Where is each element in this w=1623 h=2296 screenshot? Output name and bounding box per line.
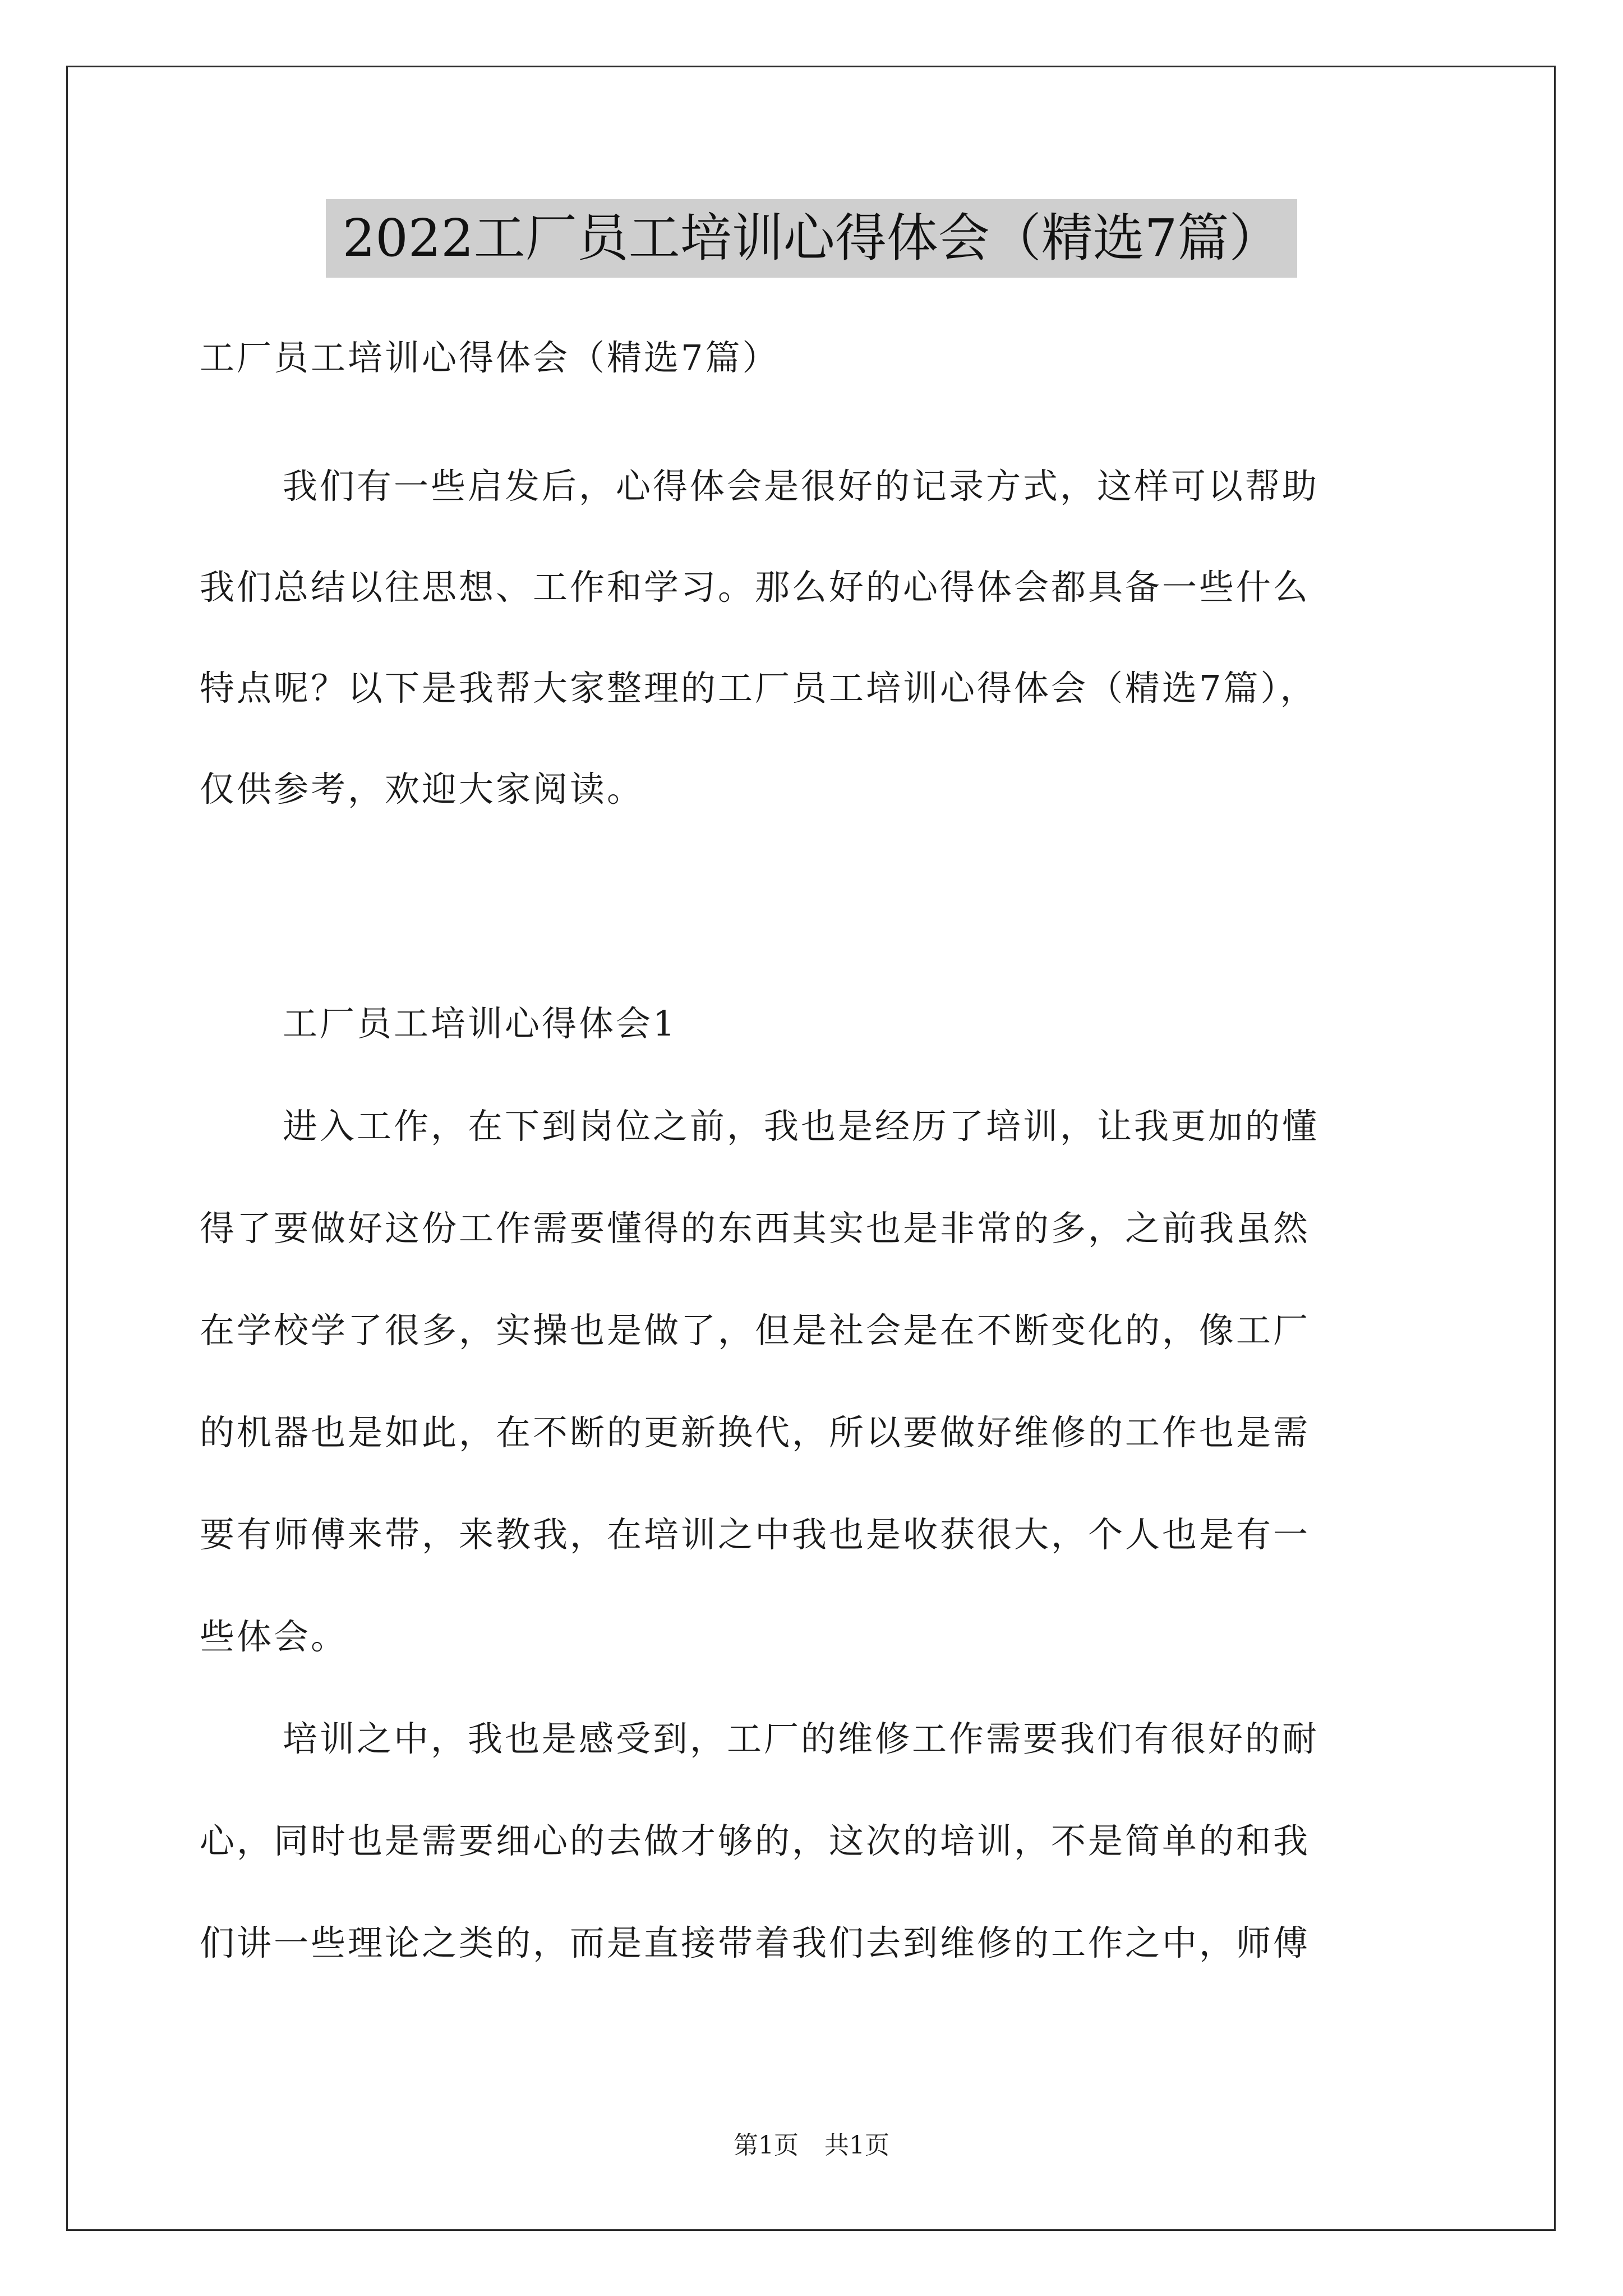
paragraph-line: 们讲一些理论之类的，而是直接带着我们去到维修的工作之中，师傅 bbox=[200, 1922, 1311, 1963]
paragraph-line: 在学校学了很多，实操也是做了，但是社会是在不断变化的，像工厂 bbox=[200, 1310, 1311, 1351]
page-number-current: 第1页 bbox=[734, 2131, 799, 2160]
intro-line: 特点呢？以下是我帮大家整理的工厂员工培训心得体会（精选7篇）， bbox=[200, 668, 1317, 708]
document-title: 2022工厂员工培训心得体会（精选7篇） bbox=[326, 199, 1298, 278]
paragraph-line: 得了要做好这份工作需要懂得的东西其实也是非常的多，之前我虽然 bbox=[200, 1208, 1311, 1249]
page-footer bbox=[0, 2129, 1623, 2162]
document-subtitle: 工厂员工培训心得体会（精选7篇） bbox=[200, 337, 780, 378]
intro-line: 我们总结以往思想、工作和学习。那么好的心得体会都具备一些什么 bbox=[200, 567, 1311, 608]
intro-line: 我们有一些启发后，心得体会是很好的记录方式，这样可以帮助 bbox=[283, 466, 1320, 507]
intro-line: 仅供参考，欢迎大家阅读。 bbox=[200, 769, 644, 809]
paragraph-line: 进入工作，在下到岗位之前，我也是经历了培训，让我更加的懂 bbox=[283, 1106, 1320, 1147]
section-heading: 工厂员工培训心得体会1 bbox=[283, 1003, 677, 1044]
page-number-total: 共1页 bbox=[824, 2131, 889, 2160]
paragraph-line: 心，同时也是需要细心的去做才够的，这次的培训，不是简单的和我 bbox=[200, 1820, 1311, 1861]
paragraph-line: 的机器也是如此，在不断的更新换代，所以要做好维修的工作也是需 bbox=[200, 1412, 1311, 1453]
paragraph-line: 培训之中，我也是感受到，工厂的维修工作需要我们有很好的耐 bbox=[283, 1718, 1320, 1759]
title-container bbox=[0, 199, 1623, 278]
paragraph-line: 些体会。 bbox=[200, 1616, 348, 1657]
paragraph-line: 要有师傅来带，来教我，在培训之中我也是收获很大，个人也是有一 bbox=[200, 1514, 1311, 1555]
